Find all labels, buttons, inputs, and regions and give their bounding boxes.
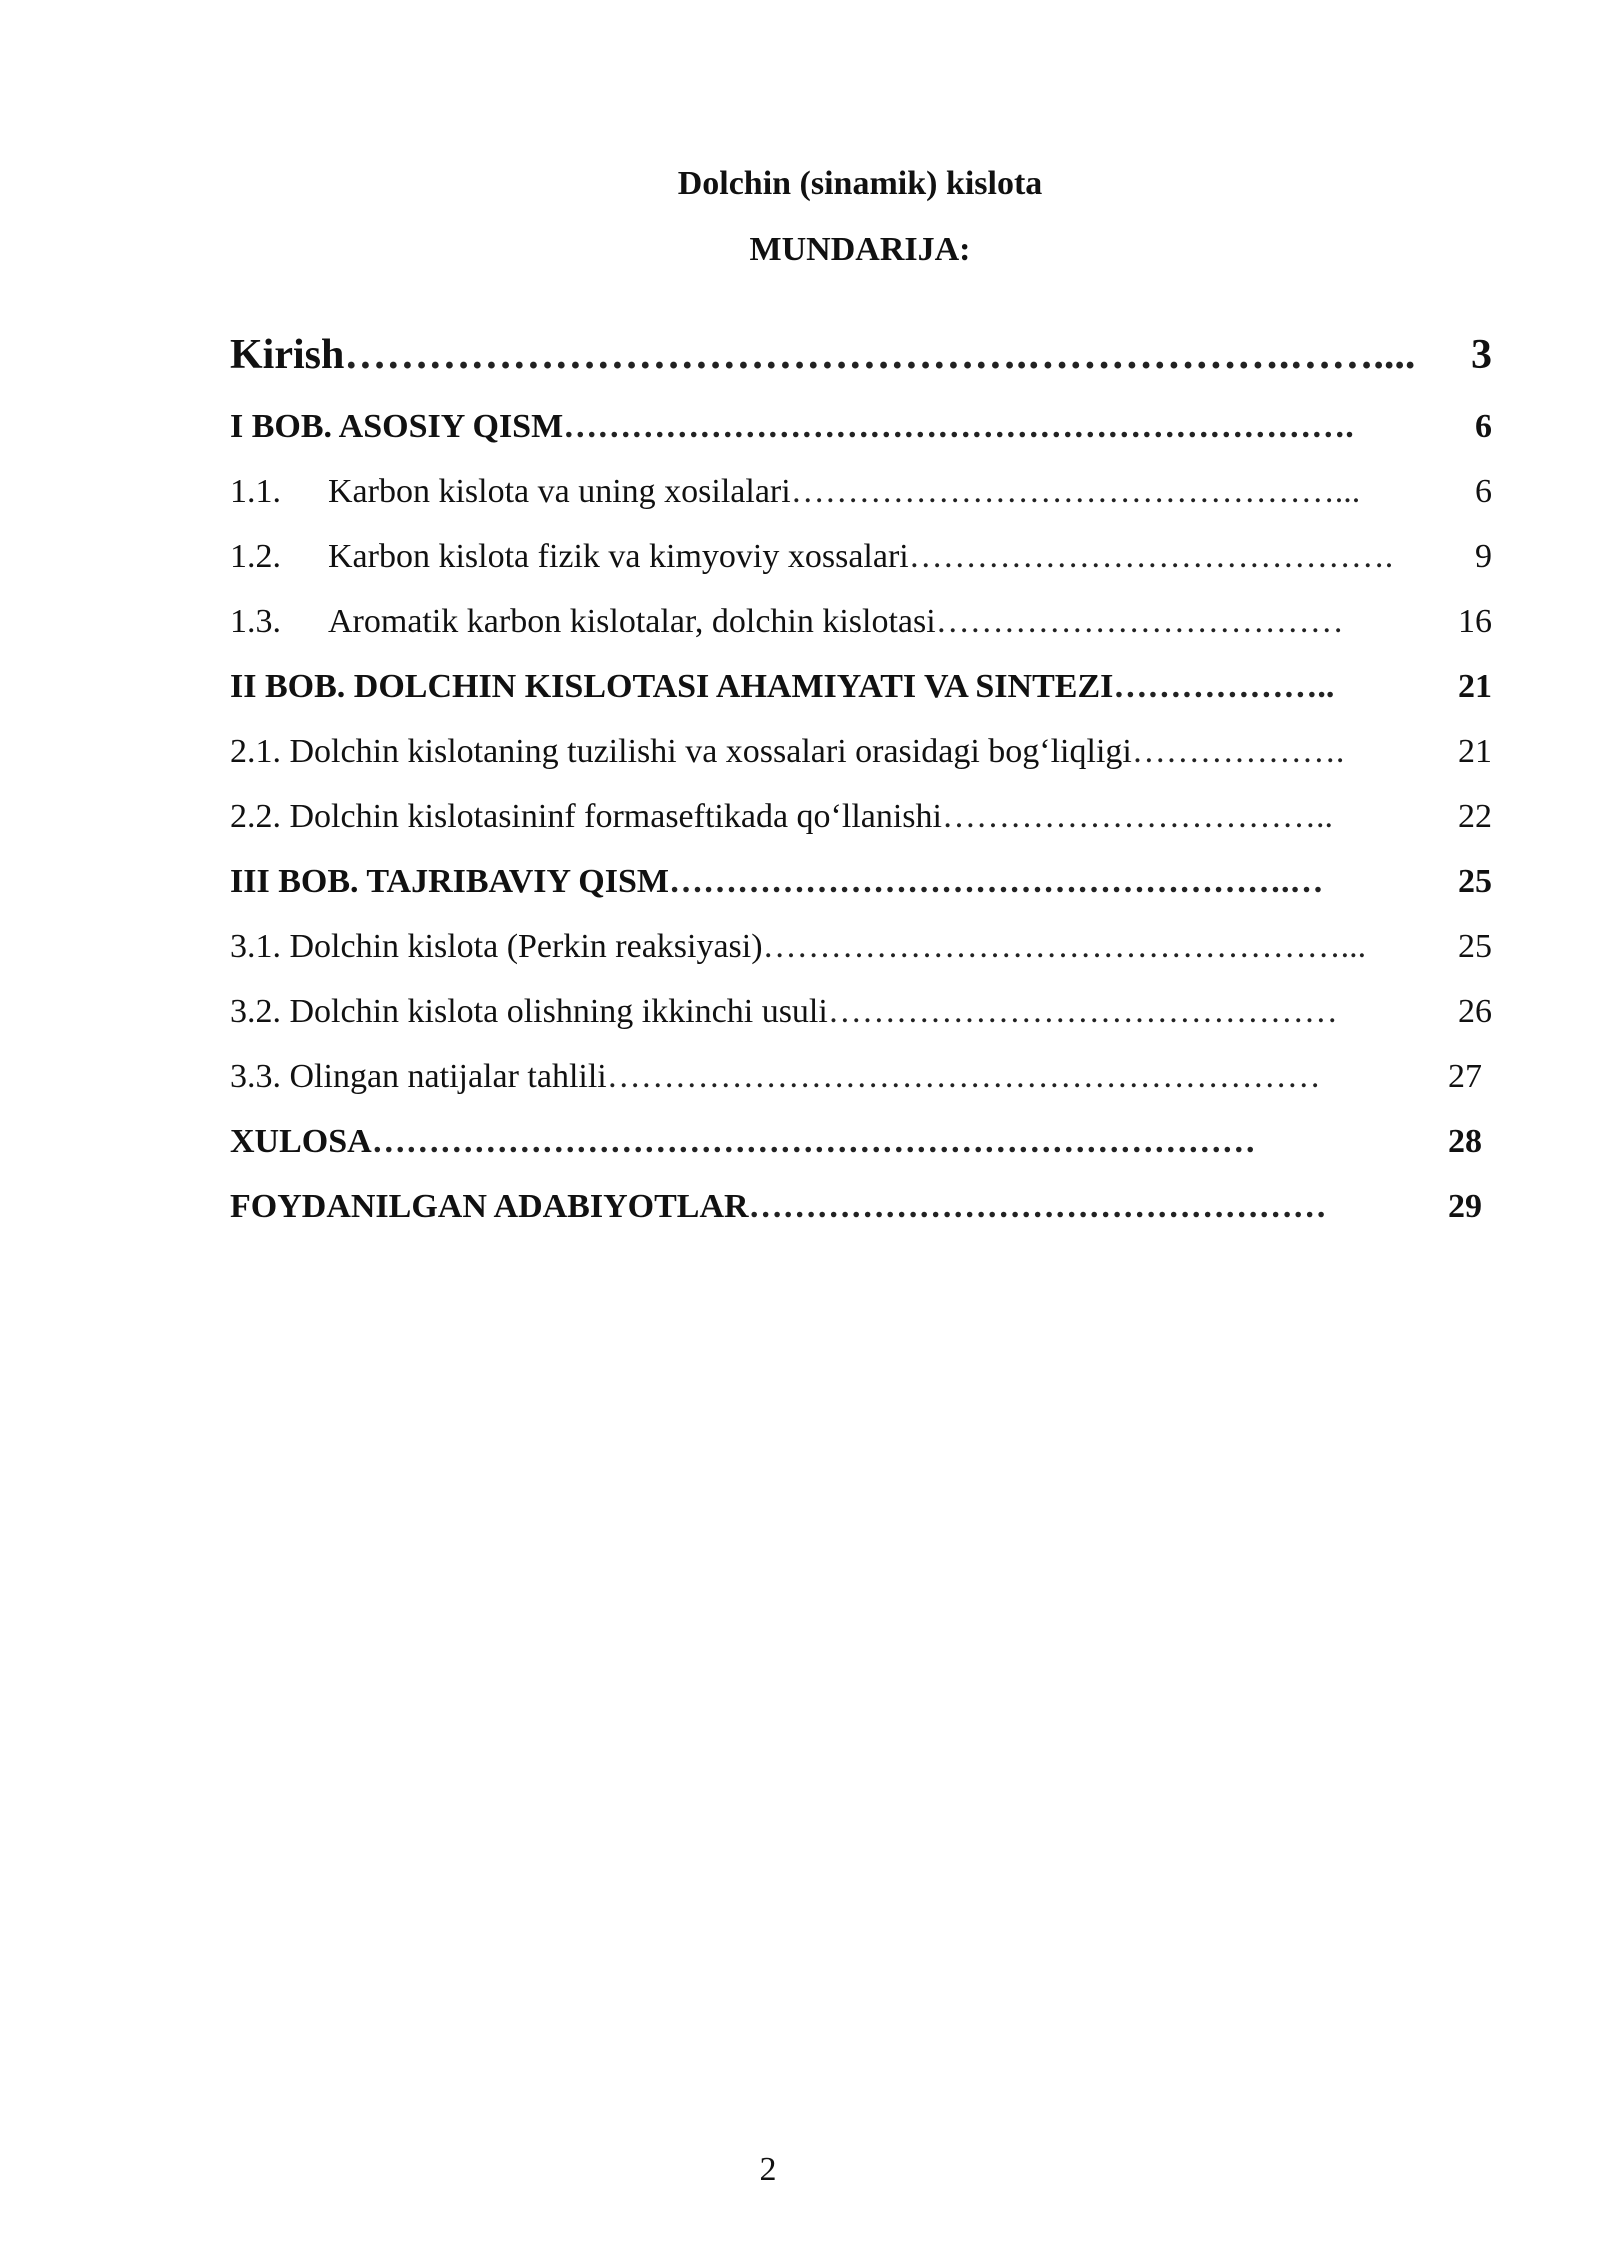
toc-page-number: 22 <box>1456 784 1492 849</box>
toc-heading: MUNDARIJA: <box>749 231 971 268</box>
toc-entry-text: I BOB. ASOSIY QISM <box>230 408 564 445</box>
toc-page-number: 21 <box>1456 719 1492 784</box>
toc-section-number: 1.2. <box>230 538 281 575</box>
toc-entry-text: Karbon kislota fizik va kimyoviy xossalari <box>328 538 909 575</box>
toc-entry-adabiyotlar[interactable] <box>230 1174 1492 1239</box>
toc-page-number: 9 <box>1473 524 1492 589</box>
toc-leader: ……………………………………………….… <box>668 863 1324 900</box>
toc-leader: ………………. <box>1131 733 1345 770</box>
toc-leader: ……………………………………………………………. <box>563 408 1354 445</box>
document-title: Dolchin (sinamik) kislota <box>677 165 1043 202</box>
toc-entry-text: 3.1. Dolchin kislota (Perkin reaksiyasi) <box>230 928 763 965</box>
toc-leader: ………………………………………….……………….…….... <box>344 332 1416 378</box>
toc-entry-text: Karbon kislota va uning xosilalari <box>328 473 791 510</box>
toc-leader: ……………….. <box>1113 668 1335 705</box>
toc-section-number: 1.1. <box>230 473 281 510</box>
toc-page-number: 28 <box>1446 1109 1482 1174</box>
toc-entry-text: FOYDANILGAN ADABIYOTLAR <box>230 1188 749 1225</box>
toc-entry-2-1[interactable] <box>230 719 1492 784</box>
toc-entry-text: II BOB. DOLCHIN KISLOTASI AHAMIYATI VA SINTEZI <box>230 668 1114 705</box>
toc-entry-text: III BOB. TAJRIBAVIY QISM <box>230 863 669 900</box>
toc-page-number: 6 <box>1473 394 1492 459</box>
toc-entry-text: Kirish <box>230 332 345 378</box>
toc-leader: …………………………………………… <box>748 1188 1327 1225</box>
toc-entry-chapter-3[interactable] <box>230 849 1492 914</box>
toc-entry-3-3[interactable] <box>230 1044 1492 1109</box>
toc-entry-text: 3.2. Dolchin kislota olishning ikkinchi usuli <box>230 993 828 1030</box>
toc-page-number: 25 <box>1456 914 1492 979</box>
toc-entry-text: Aromatik karbon kislotalar, dolchin kislotasi <box>328 603 936 640</box>
toc-leader: ……………………………………… <box>827 993 1338 1030</box>
toc-page-number: 26 <box>1456 979 1492 1044</box>
toc-section-number: 1.3. <box>230 603 281 640</box>
toc-page-number: 27 <box>1446 1044 1482 1109</box>
page-number: 2 <box>759 2151 777 2188</box>
toc-entry-kirish[interactable] <box>230 316 1492 394</box>
toc-page-number: 16 <box>1456 589 1492 654</box>
toc-entry-text: 3.3. Olingan natijalar tahlili <box>230 1058 607 1095</box>
toc-page-number: 6 <box>1473 459 1492 524</box>
toc-entry-1-2[interactable] <box>230 524 1492 589</box>
toc-leader: ……………………………………………... <box>762 928 1367 965</box>
toc-entry-1-1[interactable] <box>230 459 1492 524</box>
toc-entry-1-3[interactable] <box>230 589 1492 654</box>
toc-entry-3-2[interactable] <box>230 979 1492 1044</box>
table-of-contents <box>230 316 1492 1239</box>
toc-entry-text: XULOSA <box>230 1123 372 1160</box>
toc-leader: …………………………….. <box>941 798 1333 835</box>
toc-entry-chapter-1[interactable] <box>230 394 1492 459</box>
toc-page-number: 3 <box>1469 316 1492 394</box>
toc-page-number: 25 <box>1456 849 1492 914</box>
toc-entry-text: 2.1. Dolchin kislotaning tuzilishi va xossalari orasidagi bog‘liqligi <box>230 733 1132 770</box>
toc-page-number: 21 <box>1456 654 1492 719</box>
toc-leader: ……………………………………. <box>908 538 1394 575</box>
toc-entry-text: 2.2. Dolchin kislotasininf formaseftikada qo‘llanishi <box>230 798 942 835</box>
toc-leader: …………………………………………………………………… <box>371 1123 1256 1160</box>
toc-page-number: 29 <box>1446 1174 1482 1239</box>
toc-entry-2-2[interactable] <box>230 784 1492 849</box>
toc-entry-chapter-2[interactable] <box>230 654 1492 719</box>
toc-leader: ……………………………… <box>935 603 1344 640</box>
toc-entry-3-1[interactable] <box>230 914 1492 979</box>
toc-leader: …………………………………………... <box>790 473 1361 510</box>
toc-leader: ……………………………………………………… <box>606 1058 1321 1095</box>
toc-entry-xulosa[interactable] <box>230 1109 1492 1174</box>
